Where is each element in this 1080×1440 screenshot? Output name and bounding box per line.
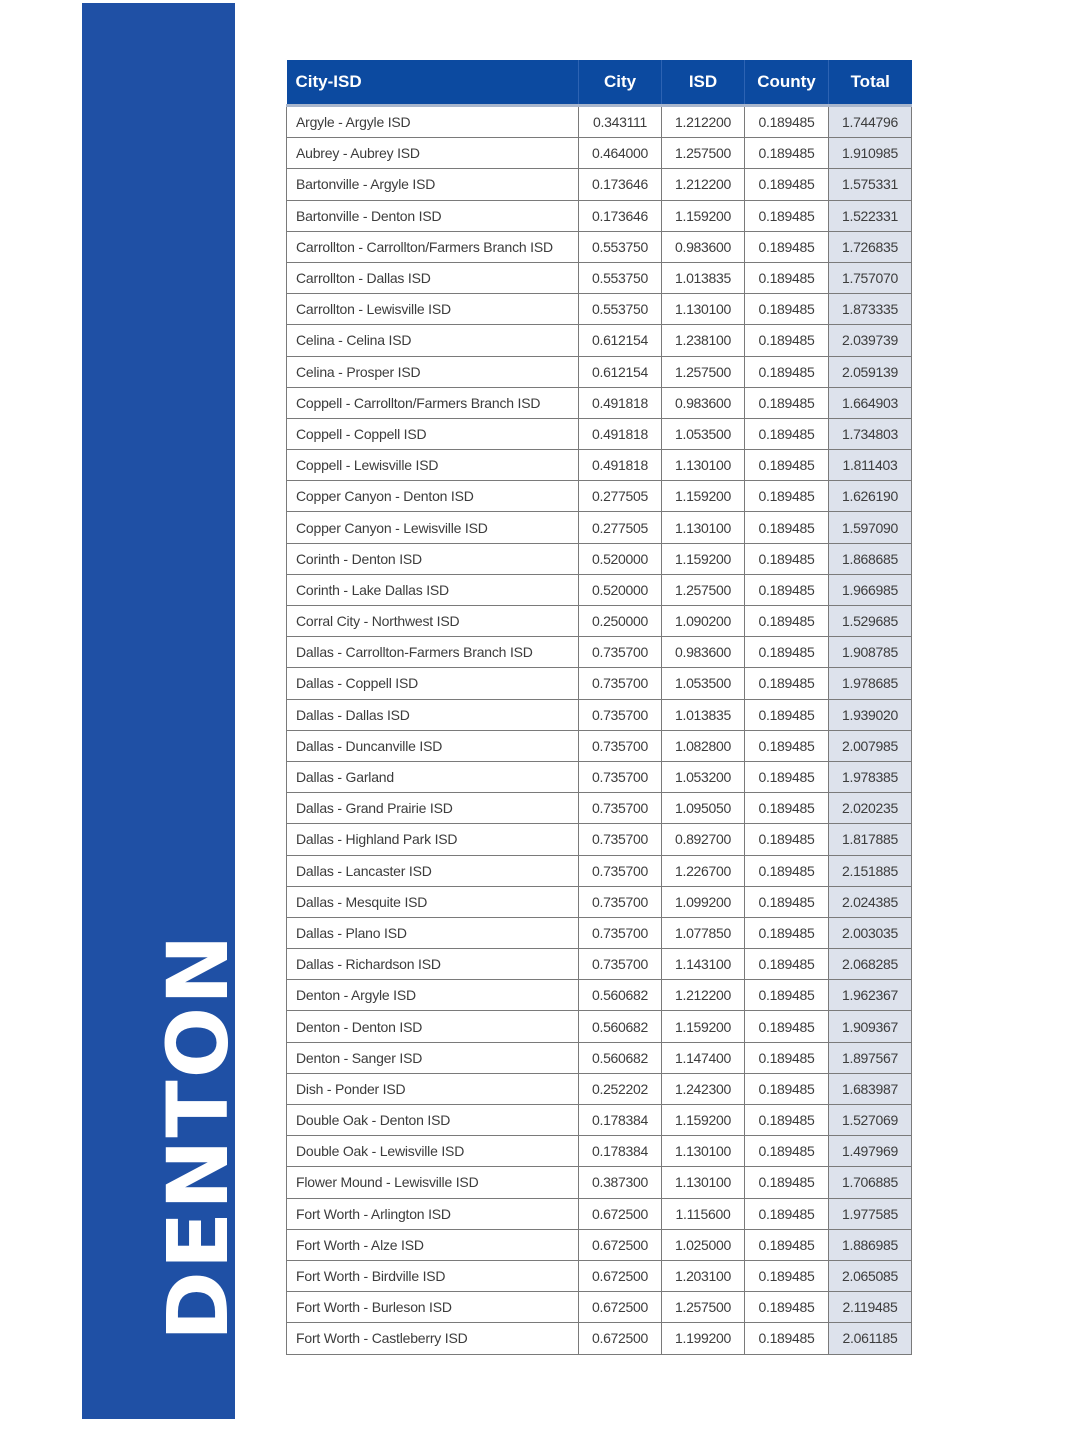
total-rate-cell: 2.039739	[829, 325, 912, 356]
table-row	[287, 668, 912, 699]
city-rate-cell: 0.560682	[579, 980, 662, 1011]
county-rate-cell: 0.189485	[745, 1260, 829, 1291]
table-row	[287, 1073, 912, 1104]
city-isd-cell: Dallas - Garland	[287, 761, 579, 792]
total-rate-cell: 2.061185	[829, 1323, 912, 1354]
city-rate-cell: 0.672500	[579, 1229, 662, 1260]
table-row	[287, 730, 912, 761]
table-row	[287, 1198, 912, 1229]
city-rate-cell: 0.560682	[579, 1042, 662, 1073]
county-rate-cell: 0.189485	[745, 231, 829, 262]
county-rate-cell: 0.189485	[745, 1011, 829, 1042]
city-isd-cell: Fort Worth - Castleberry ISD	[287, 1323, 579, 1354]
column-header-isd: ISD	[662, 60, 745, 106]
city-isd-cell: Corral City - Northwest ISD	[287, 606, 579, 637]
total-rate-cell: 1.886985	[829, 1229, 912, 1260]
table-row	[287, 1292, 912, 1323]
city-isd-cell: Copper Canyon - Lewisville ISD	[287, 512, 579, 543]
total-rate-cell: 1.726835	[829, 231, 912, 262]
table-row	[287, 231, 912, 262]
total-rate-cell: 1.897567	[829, 1042, 912, 1073]
city-rate-cell: 0.178384	[579, 1105, 662, 1136]
isd-rate-cell: 1.159200	[662, 1105, 745, 1136]
city-rate-cell: 0.553750	[579, 231, 662, 262]
total-rate-cell: 1.978385	[829, 761, 912, 792]
city-rate-cell: 0.178384	[579, 1136, 662, 1167]
county-rate-cell: 0.189485	[745, 1042, 829, 1073]
county-rate-cell: 0.189485	[745, 387, 829, 418]
city-isd-cell: Fort Worth - Burleson ISD	[287, 1292, 579, 1323]
isd-rate-cell: 1.130100	[662, 294, 745, 325]
column-header-county: County	[745, 60, 829, 106]
isd-rate-cell: 1.130100	[662, 1167, 745, 1198]
city-rate-cell: 0.277505	[579, 481, 662, 512]
total-rate-cell: 1.817885	[829, 824, 912, 855]
county-rate-cell: 0.189485	[745, 325, 829, 356]
city-rate-cell: 0.672500	[579, 1323, 662, 1354]
total-rate-cell: 1.910985	[829, 138, 912, 169]
isd-rate-cell: 1.082800	[662, 730, 745, 761]
city-isd-cell: Dallas - Dallas ISD	[287, 699, 579, 730]
city-isd-cell: Bartonville - Argyle ISD	[287, 169, 579, 200]
isd-rate-cell: 1.090200	[662, 606, 745, 637]
isd-rate-cell: 1.130100	[662, 512, 745, 543]
total-rate-cell: 2.068285	[829, 949, 912, 980]
isd-rate-cell: 1.257500	[662, 138, 745, 169]
city-isd-cell: Dish - Ponder ISD	[287, 1073, 579, 1104]
city-rate-cell: 0.491818	[579, 450, 662, 481]
city-rate-cell: 0.735700	[579, 855, 662, 886]
city-isd-cell: Dallas - Mesquite ISD	[287, 886, 579, 917]
total-rate-cell: 1.908785	[829, 637, 912, 668]
table-row	[287, 949, 912, 980]
column-header-city-isd: City-ISD	[287, 60, 579, 106]
isd-rate-cell: 1.053200	[662, 761, 745, 792]
city-rate-cell: 0.553750	[579, 294, 662, 325]
city-rate-cell: 0.464000	[579, 138, 662, 169]
table-row	[287, 481, 912, 512]
city-isd-cell: Fort Worth - Arlington ISD	[287, 1198, 579, 1229]
isd-rate-cell: 1.013835	[662, 699, 745, 730]
table-row	[287, 543, 912, 574]
table-row	[287, 761, 912, 792]
table-row	[287, 1229, 912, 1260]
city-rate-cell: 0.560682	[579, 1011, 662, 1042]
city-rate-cell: 0.387300	[579, 1167, 662, 1198]
table-row	[287, 325, 912, 356]
city-isd-cell: Fort Worth - Birdville ISD	[287, 1260, 579, 1291]
table-row	[287, 138, 912, 169]
total-rate-cell: 1.683987	[829, 1073, 912, 1104]
county-rate-cell: 0.189485	[745, 637, 829, 668]
table-row	[287, 824, 912, 855]
county-rate-cell: 0.189485	[745, 1292, 829, 1323]
isd-rate-cell: 1.013835	[662, 262, 745, 293]
city-rate-cell: 0.173646	[579, 169, 662, 200]
city-rate-cell: 0.735700	[579, 917, 662, 948]
isd-rate-cell: 1.257500	[662, 1292, 745, 1323]
total-rate-cell: 1.744796	[829, 106, 912, 138]
total-rate-cell: 1.909367	[829, 1011, 912, 1042]
city-rate-cell: 0.277505	[579, 512, 662, 543]
table-row	[287, 262, 912, 293]
city-rate-cell: 0.735700	[579, 699, 662, 730]
isd-rate-cell: 0.983600	[662, 231, 745, 262]
city-rate-cell: 0.173646	[579, 200, 662, 231]
isd-rate-cell: 1.143100	[662, 949, 745, 980]
county-rate-cell: 0.189485	[745, 1136, 829, 1167]
city-rate-cell: 0.672500	[579, 1198, 662, 1229]
total-rate-cell: 1.626190	[829, 481, 912, 512]
city-rate-cell: 0.735700	[579, 761, 662, 792]
total-rate-cell: 1.575331	[829, 169, 912, 200]
isd-rate-cell: 1.147400	[662, 1042, 745, 1073]
county-rate-cell: 0.189485	[745, 450, 829, 481]
total-rate-cell: 1.962367	[829, 980, 912, 1011]
total-rate-cell: 1.597090	[829, 512, 912, 543]
total-rate-cell: 1.978685	[829, 668, 912, 699]
column-header-city: City	[579, 60, 662, 106]
city-rate-cell: 0.491818	[579, 418, 662, 449]
city-isd-cell: Aubrey - Aubrey ISD	[287, 138, 579, 169]
total-rate-cell: 2.151885	[829, 855, 912, 886]
table-row	[287, 980, 912, 1011]
city-rate-cell: 0.612154	[579, 356, 662, 387]
city-isd-cell: Denton - Denton ISD	[287, 1011, 579, 1042]
county-rate-cell: 0.189485	[745, 917, 829, 948]
isd-rate-cell: 1.242300	[662, 1073, 745, 1104]
county-rate-cell: 0.189485	[745, 106, 829, 138]
city-rate-cell: 0.672500	[579, 1260, 662, 1291]
city-rate-cell: 0.343111	[579, 106, 662, 138]
county-rate-cell: 0.189485	[745, 512, 829, 543]
city-isd-cell: Corinth - Lake Dallas ISD	[287, 574, 579, 605]
city-isd-cell: Dallas - Plano ISD	[287, 917, 579, 948]
total-rate-cell: 2.059139	[829, 356, 912, 387]
total-rate-cell: 2.024385	[829, 886, 912, 917]
county-rate-cell: 0.189485	[745, 262, 829, 293]
isd-rate-cell: 1.095050	[662, 793, 745, 824]
isd-rate-cell: 1.226700	[662, 855, 745, 886]
city-isd-cell: Denton - Sanger ISD	[287, 1042, 579, 1073]
county-rate-cell: 0.189485	[745, 1105, 829, 1136]
isd-rate-cell: 1.130100	[662, 450, 745, 481]
isd-rate-cell: 1.199200	[662, 1323, 745, 1354]
table-body	[287, 106, 912, 1355]
total-rate-cell: 2.003035	[829, 917, 912, 948]
county-rate-cell: 0.189485	[745, 481, 829, 512]
table-row	[287, 356, 912, 387]
isd-rate-cell: 1.130100	[662, 1136, 745, 1167]
table-row	[287, 418, 912, 449]
table-row	[287, 1042, 912, 1073]
county-rate-cell: 0.189485	[745, 200, 829, 231]
city-isd-cell: Argyle - Argyle ISD	[287, 106, 579, 138]
city-isd-cell: Dallas - Carrollton-Farmers Branch ISD	[287, 637, 579, 668]
total-rate-cell: 2.119485	[829, 1292, 912, 1323]
county-rate-cell: 0.189485	[745, 793, 829, 824]
city-isd-cell: Carrollton - Lewisville ISD	[287, 294, 579, 325]
isd-rate-cell: 0.983600	[662, 637, 745, 668]
total-rate-cell: 2.065085	[829, 1260, 912, 1291]
column-header-total: Total	[829, 60, 912, 106]
city-rate-cell: 0.612154	[579, 325, 662, 356]
isd-rate-cell: 1.159200	[662, 200, 745, 231]
table-row	[287, 450, 912, 481]
table-row	[287, 1136, 912, 1167]
total-rate-cell: 1.522331	[829, 200, 912, 231]
county-rate-cell: 0.189485	[745, 418, 829, 449]
county-rate-cell: 0.189485	[745, 886, 829, 917]
city-isd-cell: Coppell - Coppell ISD	[287, 418, 579, 449]
county-rate-cell: 0.189485	[745, 169, 829, 200]
total-rate-cell: 1.734803	[829, 418, 912, 449]
isd-rate-cell: 1.053500	[662, 418, 745, 449]
total-rate-cell: 1.757070	[829, 262, 912, 293]
county-rate-cell: 0.189485	[745, 356, 829, 387]
isd-rate-cell: 1.212200	[662, 106, 745, 138]
isd-rate-cell: 1.053500	[662, 668, 745, 699]
table-row	[287, 169, 912, 200]
isd-rate-cell: 1.077850	[662, 917, 745, 948]
city-rate-cell: 0.520000	[579, 543, 662, 574]
city-rate-cell: 0.672500	[579, 1292, 662, 1323]
city-isd-cell: Carrollton - Dallas ISD	[287, 262, 579, 293]
isd-rate-cell: 0.892700	[662, 824, 745, 855]
city-isd-cell: Bartonville - Denton ISD	[287, 200, 579, 231]
city-rate-cell: 0.735700	[579, 730, 662, 761]
table-row	[287, 200, 912, 231]
city-isd-cell: Flower Mound - Lewisville ISD	[287, 1167, 579, 1198]
city-isd-cell: Coppell - Carrollton/Farmers Branch ISD	[287, 387, 579, 418]
table-row	[287, 1011, 912, 1042]
table-row	[287, 1105, 912, 1136]
county-rate-cell: 0.189485	[745, 1323, 829, 1354]
total-rate-cell: 2.007985	[829, 730, 912, 761]
county-rate-cell: 0.189485	[745, 1167, 829, 1198]
table-row	[287, 1323, 912, 1354]
city-rate-cell: 0.735700	[579, 793, 662, 824]
city-isd-cell: Fort Worth - Alze ISD	[287, 1229, 579, 1260]
county-rate-cell: 0.189485	[745, 1229, 829, 1260]
isd-rate-cell: 1.257500	[662, 574, 745, 605]
county-rate-cell: 0.189485	[745, 730, 829, 761]
total-rate-cell: 1.497969	[829, 1136, 912, 1167]
isd-rate-cell: 1.115600	[662, 1198, 745, 1229]
city-isd-cell: Carrollton - Carrollton/Farmers Branch ISD	[287, 231, 579, 262]
county-rate-cell: 0.189485	[745, 138, 829, 169]
city-rate-cell: 0.252202	[579, 1073, 662, 1104]
table-row	[287, 574, 912, 605]
table-row	[287, 106, 912, 138]
table-row	[287, 917, 912, 948]
table-row	[287, 699, 912, 730]
isd-rate-cell: 1.238100	[662, 325, 745, 356]
county-rate-cell: 0.189485	[745, 574, 829, 605]
isd-rate-cell: 1.257500	[662, 356, 745, 387]
county-rate-cell: 0.189485	[745, 1073, 829, 1104]
city-isd-cell: Copper Canyon - Denton ISD	[287, 481, 579, 512]
total-rate-cell: 1.868685	[829, 543, 912, 574]
city-isd-cell: Dallas - Grand Prairie ISD	[287, 793, 579, 824]
county-rate-cell: 0.189485	[745, 980, 829, 1011]
city-isd-cell: Dallas - Coppell ISD	[287, 668, 579, 699]
isd-rate-cell: 1.159200	[662, 481, 745, 512]
city-isd-cell: Celina - Celina ISD	[287, 325, 579, 356]
total-rate-cell: 1.529685	[829, 606, 912, 637]
city-rate-cell: 0.735700	[579, 668, 662, 699]
city-rate-cell: 0.735700	[579, 637, 662, 668]
table-header	[287, 60, 912, 106]
total-rate-cell: 1.527069	[829, 1105, 912, 1136]
city-rate-cell: 0.250000	[579, 606, 662, 637]
total-rate-cell: 1.966985	[829, 574, 912, 605]
table-row	[287, 637, 912, 668]
isd-rate-cell: 1.212200	[662, 169, 745, 200]
county-rate-cell: 0.189485	[745, 949, 829, 980]
isd-rate-cell: 1.203100	[662, 1260, 745, 1291]
county-rate-cell: 0.189485	[745, 543, 829, 574]
isd-rate-cell: 1.099200	[662, 886, 745, 917]
city-rate-cell: 0.520000	[579, 574, 662, 605]
table-row	[287, 1260, 912, 1291]
table-row	[287, 294, 912, 325]
table-row	[287, 793, 912, 824]
city-isd-cell: Coppell - Lewisville ISD	[287, 450, 579, 481]
table-row	[287, 1167, 912, 1198]
county-rate-cell: 0.189485	[745, 824, 829, 855]
county-title: DENTON	[149, 932, 247, 1341]
isd-rate-cell: 1.212200	[662, 980, 745, 1011]
city-isd-cell: Dallas - Richardson ISD	[287, 949, 579, 980]
total-rate-cell: 1.939020	[829, 699, 912, 730]
total-rate-cell: 1.811403	[829, 450, 912, 481]
city-isd-cell: Celina - Prosper ISD	[287, 356, 579, 387]
city-rate-cell: 0.491818	[579, 387, 662, 418]
total-rate-cell: 1.664903	[829, 387, 912, 418]
isd-rate-cell: 0.983600	[662, 387, 745, 418]
city-isd-cell: Dallas - Highland Park ISD	[287, 824, 579, 855]
tax-rate-table	[286, 60, 912, 1355]
isd-rate-cell: 1.159200	[662, 543, 745, 574]
city-rate-cell: 0.553750	[579, 262, 662, 293]
table-row	[287, 512, 912, 543]
total-rate-cell: 2.020235	[829, 793, 912, 824]
county-rate-cell: 0.189485	[745, 699, 829, 730]
county-rate-cell: 0.189485	[745, 761, 829, 792]
city-isd-cell: Denton - Argyle ISD	[287, 980, 579, 1011]
isd-rate-cell: 1.025000	[662, 1229, 745, 1260]
table-row	[287, 855, 912, 886]
city-rate-cell: 0.735700	[579, 886, 662, 917]
county-rate-cell: 0.189485	[745, 606, 829, 637]
county-rate-cell: 0.189485	[745, 294, 829, 325]
header-row	[287, 60, 912, 106]
isd-rate-cell: 1.159200	[662, 1011, 745, 1042]
total-rate-cell: 1.706885	[829, 1167, 912, 1198]
table-row	[287, 387, 912, 418]
city-isd-cell: Double Oak - Lewisville ISD	[287, 1136, 579, 1167]
total-rate-cell: 1.977585	[829, 1198, 912, 1229]
total-rate-cell: 1.873335	[829, 294, 912, 325]
table-row	[287, 606, 912, 637]
county-rate-cell: 0.189485	[745, 668, 829, 699]
city-isd-cell: Dallas - Lancaster ISD	[287, 855, 579, 886]
county-rate-cell: 0.189485	[745, 855, 829, 886]
city-rate-cell: 0.735700	[579, 949, 662, 980]
city-isd-cell: Dallas - Duncanville ISD	[287, 730, 579, 761]
city-rate-cell: 0.735700	[579, 824, 662, 855]
county-rate-cell: 0.189485	[745, 1198, 829, 1229]
side-band	[82, 3, 247, 1419]
city-isd-cell: Corinth - Denton ISD	[287, 543, 579, 574]
city-isd-cell: Double Oak - Denton ISD	[287, 1105, 579, 1136]
table-row	[287, 886, 912, 917]
